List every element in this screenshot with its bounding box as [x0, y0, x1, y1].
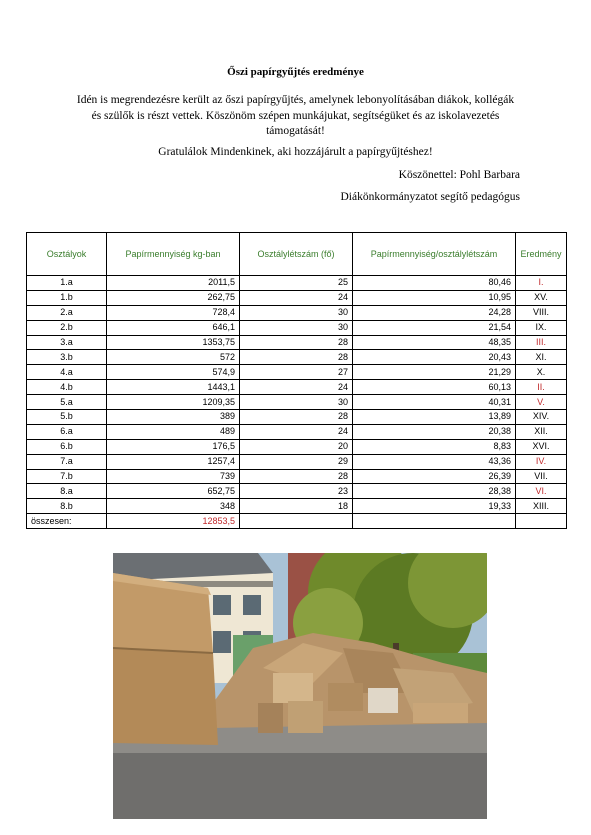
cell-class: 7.a	[27, 454, 107, 469]
cell-kg: 1353,75	[107, 335, 240, 350]
total-empty-count	[240, 514, 353, 529]
table-row	[27, 469, 567, 484]
cell-ratio: 40,31	[353, 395, 516, 410]
cell-kg: 1257,4	[107, 454, 240, 469]
cell-count: 24	[240, 424, 353, 439]
table-row	[27, 305, 567, 320]
cell-count: 24	[240, 380, 353, 395]
cell-count: 28	[240, 335, 353, 350]
header-kg: Papírmennyiség kg-ban	[107, 233, 240, 276]
cell-kg: 489	[107, 424, 240, 439]
table-row	[27, 290, 567, 305]
cell-ratio: 60,13	[353, 380, 516, 395]
cell-count: 24	[240, 290, 353, 305]
table-body	[27, 276, 567, 514]
cell-rank: X.	[516, 365, 567, 380]
header-ratio: Papírmennyiség/osztálylétszám	[353, 233, 516, 276]
cell-class: 4.b	[27, 380, 107, 395]
cell-ratio: 20,43	[353, 350, 516, 365]
table-row	[27, 424, 567, 439]
cell-ratio: 21,54	[353, 320, 516, 335]
table-row	[27, 439, 567, 454]
cell-kg: 389	[107, 410, 240, 425]
cell-ratio: 20,38	[353, 424, 516, 439]
cell-rank: IV.	[516, 454, 567, 469]
cell-kg: 739	[107, 469, 240, 484]
cell-count: 28	[240, 469, 353, 484]
cell-rank: IX.	[516, 320, 567, 335]
table-row	[27, 380, 567, 395]
document-title: Őszi papírgyűjtés eredménye	[227, 66, 364, 78]
cell-kg: 728,4	[107, 305, 240, 320]
cell-class: 5.b	[27, 410, 107, 425]
cell-class: 8.b	[27, 499, 107, 514]
cell-count: 29	[240, 454, 353, 469]
cell-ratio: 19,33	[353, 499, 516, 514]
cell-class: 7.b	[27, 469, 107, 484]
cell-kg: 1209,35	[107, 395, 240, 410]
cell-rank: II.	[516, 380, 567, 395]
table-row	[27, 276, 567, 291]
cardboard-pile-image	[113, 553, 487, 819]
cell-rank: XIV.	[516, 410, 567, 425]
cell-kg: 646,1	[107, 320, 240, 335]
cell-kg: 176,5	[107, 439, 240, 454]
cell-rank: I.	[516, 276, 567, 291]
cell-class: 4.a	[27, 365, 107, 380]
cell-class: 6.b	[27, 439, 107, 454]
cell-rank: V.	[516, 395, 567, 410]
cell-kg: 572	[107, 350, 240, 365]
cell-rank: XI.	[516, 350, 567, 365]
cell-rank: III.	[516, 335, 567, 350]
cell-count: 28	[240, 350, 353, 365]
table-row	[27, 484, 567, 499]
cell-rank: VII.	[516, 469, 567, 484]
cell-rank: XV.	[516, 290, 567, 305]
signature-role: Diákönkormányzatot segítő pedagógus	[340, 191, 520, 203]
cell-rank: VIII.	[516, 305, 567, 320]
cell-kg: 1443,1	[107, 380, 240, 395]
cell-kg: 574,9	[107, 365, 240, 380]
header-rank: Eredmény	[516, 233, 567, 276]
total-label: összesen:	[27, 514, 107, 529]
cell-kg: 348	[107, 499, 240, 514]
cell-class: 1.a	[27, 276, 107, 291]
table-row	[27, 410, 567, 425]
cell-count: 27	[240, 365, 353, 380]
cell-ratio: 8,83	[353, 439, 516, 454]
cell-rank: XIII.	[516, 499, 567, 514]
cardboard-pile-photo	[113, 553, 487, 819]
header-count: Osztálylétszám (fő)	[240, 233, 353, 276]
cell-ratio: 48,35	[353, 335, 516, 350]
cell-kg: 652,75	[107, 484, 240, 499]
cell-count: 30	[240, 395, 353, 410]
results-table	[26, 232, 567, 529]
total-kg: 12853,5	[107, 514, 240, 529]
cell-count: 23	[240, 484, 353, 499]
congrats-line: Gratulálok Mindenkinek, aki hozzájárult a papírgyűjtéshez!	[158, 146, 433, 158]
table-row	[27, 350, 567, 365]
table-total-row	[27, 514, 567, 529]
cell-ratio: 26,39	[353, 469, 516, 484]
cell-class: 2.b	[27, 320, 107, 335]
total-empty-rank	[516, 514, 567, 529]
cell-class: 2.a	[27, 305, 107, 320]
cell-ratio: 80,46	[353, 276, 516, 291]
cell-ratio: 21,29	[353, 365, 516, 380]
cell-kg: 2011,5	[107, 276, 240, 291]
cell-ratio: 24,28	[353, 305, 516, 320]
cell-count: 25	[240, 276, 353, 291]
table-row	[27, 320, 567, 335]
intro-paragraph: Idén is megrendezésre került az őszi papírgyűjtés, amelynek lebonyolításában diákok, kollégák és szülők is részt vettek. Köszönöm szépen munkájukat, segítségüket és az iskolavezetés támogatását!	[76, 94, 515, 137]
signature-name: Köszönettel: Pohl Barbara	[398, 169, 520, 181]
cell-count: 28	[240, 410, 353, 425]
cell-class: 8.a	[27, 484, 107, 499]
cell-count: 18	[240, 499, 353, 514]
table-row	[27, 499, 567, 514]
table-row	[27, 365, 567, 380]
cell-count: 30	[240, 305, 353, 320]
table-header-row	[27, 233, 567, 276]
cell-class: 3.a	[27, 335, 107, 350]
cell-class: 5.a	[27, 395, 107, 410]
cell-ratio: 28,38	[353, 484, 516, 499]
table-row	[27, 454, 567, 469]
total-empty-ratio	[353, 514, 516, 529]
cell-class: 6.a	[27, 424, 107, 439]
cell-rank: XVI.	[516, 439, 567, 454]
table-row	[27, 335, 567, 350]
table-row	[27, 395, 567, 410]
cell-kg: 262,75	[107, 290, 240, 305]
cell-ratio: 43,36	[353, 454, 516, 469]
cell-ratio: 13,89	[353, 410, 516, 425]
cell-ratio: 10,95	[353, 290, 516, 305]
cell-count: 20	[240, 439, 353, 454]
cell-count: 30	[240, 320, 353, 335]
cell-class: 1.b	[27, 290, 107, 305]
header-class: Osztályok	[27, 233, 107, 276]
cell-class: 3.b	[27, 350, 107, 365]
cell-rank: XII.	[516, 424, 567, 439]
cell-rank: VI.	[516, 484, 567, 499]
